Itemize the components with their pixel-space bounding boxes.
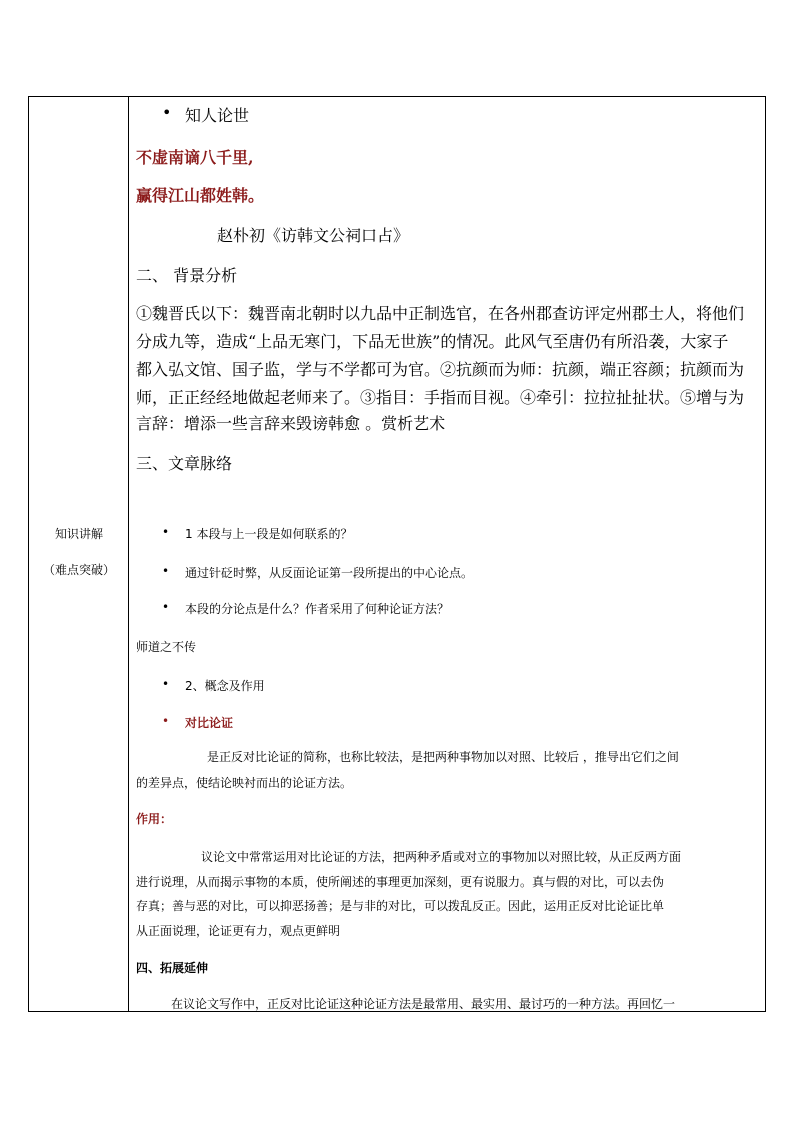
question-1: 1 本段与上一段是如何联系的？ [185, 527, 353, 541]
right-column [129, 97, 766, 1011]
definition-line: 的差异点，使结论映衬而出的论证方法。 [136, 776, 353, 790]
answer-1: 通过针砭时弊，从反面论证第一段所提出的中心论点。 [185, 566, 474, 580]
background-line: ①魏晋氏以下：魏晋南北朝时以九品中正制选官，在各州郡查访评定州郡士人，将他们 [136, 304, 745, 323]
background-line: 分成九等，造成“上品无寒门，下品无世族”的情况。此风气至唐仍有所沿袭，大家子 [136, 332, 729, 351]
poem-line-2: 赢得江山都姓韩。 [136, 186, 265, 205]
definition-line: 是正反对比论证的简称，也称比较法，是把两种事物加以对照、比较后 ，推导出它们之间 [207, 750, 679, 764]
effect-line: 从正面说理，论证更有力，观点更鲜明 [136, 924, 341, 938]
poem-line-1: 不虚南谪八千里, [136, 148, 254, 167]
question-3: 2、概念及作用 [185, 679, 265, 693]
background-line: 都入弘文馆、国子监，学与不学都可为官。②抗颜而为师：抗颜，端正容颜；抗颜而为 [136, 360, 745, 379]
bullet-icon: • [162, 714, 170, 728]
bullet-icon: • [162, 677, 170, 691]
effect-line: 议论文中常常运用对比论证的方法，把两种矛盾或对立的事物加以对照比较，从正反两方面 [201, 850, 682, 864]
background-line: 师，正正经经地做起老师来了。③指目：手指而目视。④牵引：拉拉扯扯状。⑤增与为 [136, 388, 745, 407]
section-3-title: 三、文章脉络 [136, 454, 233, 473]
question-2: 本段的分论点是什么？作者采用了何种论证方法？ [185, 602, 450, 616]
section-sublabel: （难点突破） [42, 563, 115, 577]
background-line: 言辞：增添一些言辞来毁谤韩愈 。赏析艺术 [136, 414, 446, 433]
concept-title: 对比论证 [185, 716, 234, 730]
effect-line: 进行说理，从而揭示事物的本质，使所阐述的事理更加深刻，更有说服力。真与假的对比，可以去伪 [136, 875, 665, 889]
section-label: 知识讲解 [54, 527, 103, 541]
section-4-title: 四、拓展延伸 [136, 961, 209, 975]
extension-line: 在议论文写作中，正反对比论证这种论证方法是最常用、最实用、最讨巧的一种方法。再回忆一 [171, 997, 676, 1011]
bullet-icon: • [162, 564, 170, 578]
section-2-title: 二、 背景分析 [136, 266, 238, 285]
bullet-icon: • [162, 600, 170, 614]
effect-title: 作用： [136, 812, 173, 826]
bullet-icon: • [162, 103, 172, 122]
poem-source: 赵朴初《访韩文公祠口占》 [217, 226, 410, 245]
content-table [28, 96, 766, 1012]
answer-2: 师道之不传 [136, 640, 197, 654]
left-column [29, 97, 129, 1011]
heading-know-people: 知人论世 [185, 106, 250, 125]
effect-line: 存真；善与恶的对比，可以抑恶扬善；是与非的对比，可以拨乱反正。因此，运用正反对比论证比单 [136, 899, 665, 913]
bullet-icon: • [162, 525, 170, 539]
